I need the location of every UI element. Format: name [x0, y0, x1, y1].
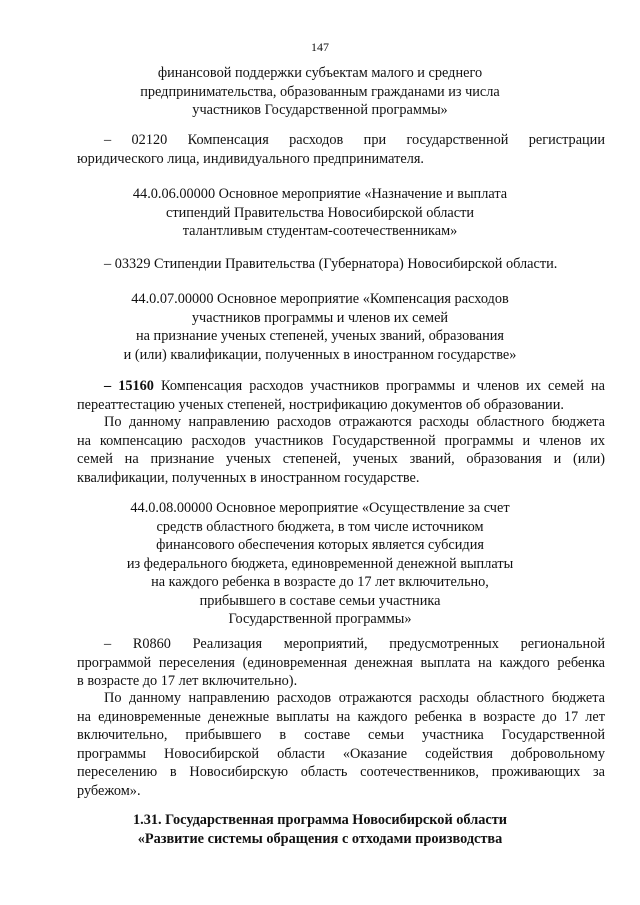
title-line: на признание ученых степеней, ученых званий, образования [135, 328, 505, 344]
paragraph-line: По данному направлению расходов отражаются расходы областного бюджета [104, 690, 605, 706]
section-title-continuation [60, 64, 580, 120]
page-number: 147 [311, 40, 329, 54]
title-line: талантливым студентам-соотечественникам» [182, 223, 458, 239]
paragraph-line: в возрасте до 17 лет включительно). [77, 673, 298, 689]
title-line: из федерального бюджета, единовременной денежной выплаты [126, 555, 514, 572]
title-line: финансового обеспечения которых является субсидия [156, 537, 484, 553]
paragraph-line: – R0860 Реализация мероприятий, предусмотренных региональной [104, 636, 605, 652]
title-line: средств областного бюджета, в том числе источником [156, 518, 484, 535]
paragraph-line: семей на признание ученых степеней, ученых званий, образования и (или) [77, 451, 605, 467]
paragraph-line: рубежом». [77, 782, 141, 799]
section-title-44-0-06 [60, 185, 580, 241]
paragraph-line: программой переселения (единовременная денежная выплата на каждого ребенка [77, 654, 605, 671]
title-line: 44.0.07.00000 Основное мероприятие «Компенсация расходов [131, 291, 509, 307]
section-heading-1-31 [60, 811, 580, 849]
paragraph-03329 [77, 255, 605, 274]
title-line: участников Государственной программы» [192, 102, 448, 118]
paragraph-line: на компенсацию расходов участников Государственной программы и членов их [77, 432, 605, 449]
title-line: прибывшего в составе семьи участника [199, 592, 441, 609]
title-line: предпринимательства, образованным гражданами из числа [140, 83, 500, 100]
expense-text: Компенсация расходов участников программы и членов их семей на [153, 378, 605, 394]
paragraph-line: юридического лица, индивидуального предпринимателя. [77, 150, 424, 167]
paragraph-line: – 02120 Компенсация расходов при государственной регистрации [104, 132, 605, 148]
paragraph-15160 [77, 377, 605, 414]
paragraph-R0860-description [77, 689, 605, 800]
paragraph-line: переселению в Новосибирскую область соотечественников, проживающих за [77, 764, 605, 780]
paragraph-line: включительно, прибывшего в составе семьи участника Государственной [77, 727, 605, 743]
title-line: 44.0.08.00000 Основное мероприятие «Осуществление за счет [130, 500, 510, 516]
title-line: и (или) квалификации, полученных в иностранном государстве» [123, 346, 517, 363]
title-line: на каждого ребенка в возрасте до 17 лет включительно, [151, 574, 489, 590]
heading-line: 1.31. Государственная программа Новосибирской области [133, 812, 507, 828]
heading-line: «Развитие системы обращения с отходами производства [137, 831, 503, 847]
expense-code: – 15160 [104, 378, 154, 394]
paragraph-line [77, 377, 605, 396]
paragraph-line: программы Новосибирской области «Оказание содействия добровольному [77, 745, 605, 762]
paragraph-R0860 [77, 635, 605, 691]
paragraph-line: По данному направлению расходов отражаются расходы областного бюджета [104, 414, 605, 430]
title-line: стипендий Правительства Новосибирской области [165, 204, 475, 221]
paragraph-line: квалификации, полученных в иностранном государстве. [77, 469, 420, 486]
title-line: 44.0.06.00000 Основное мероприятие «Назначение и выплата [132, 186, 508, 202]
title-line: участников программы и членов их семей [191, 309, 449, 326]
paragraph-line: на единовременные денежные выплаты на каждого ребенка в возрасте до 17 лет [77, 708, 605, 725]
title-line: Государственной программы» [228, 611, 412, 627]
paragraph-line: – 03329 Стипендии Правительства (Губернатора) Новосибирской области. [104, 256, 558, 272]
paragraph-02120 [77, 131, 605, 168]
section-title-44-0-07 [60, 290, 580, 364]
section-title-44-0-08 [60, 499, 580, 629]
paragraph-15160-description [77, 413, 605, 487]
title-line: финансовой поддержки субъектам малого и среднего [157, 65, 483, 81]
paragraph-line: переаттестацию ученых степеней, нострификацию документов об образовании. [77, 396, 564, 413]
